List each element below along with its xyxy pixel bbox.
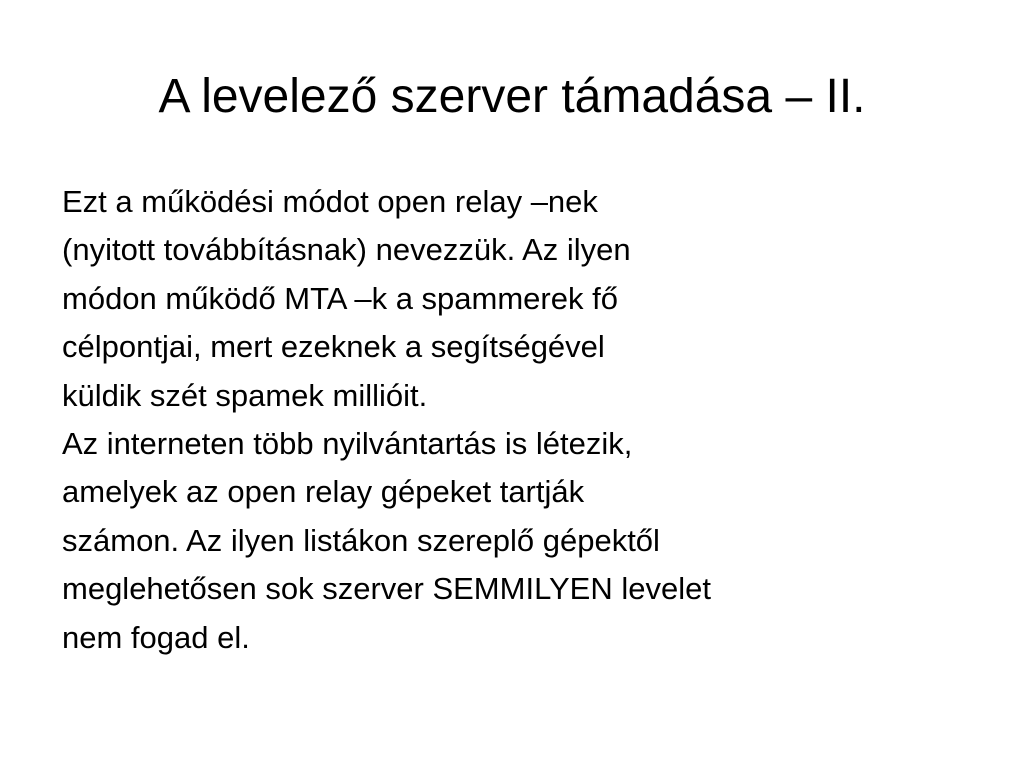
body-line: Ezt a működési módot open relay –nek (62, 184, 598, 219)
slide-body (62, 178, 962, 662)
body-line: meglehetősen sok szerver SEMMILYEN levelet (62, 571, 711, 607)
body-line: nem fogad el. (62, 619, 250, 655)
body-line: módon működő MTA –k a spammerek fő (62, 280, 618, 316)
body-line: Az interneten több nyilvántartás is létezik, (62, 426, 633, 462)
body-line: célpontjai, mert ezeknek a segítségével (62, 329, 605, 365)
body-line: számon. Az ilyen listákon szereplő gépektől (62, 522, 660, 558)
body-line: (nyitott továbbításnak) nevezzük. Az ilyen (62, 232, 631, 268)
body-line: amelyek az open relay gépeket tartják (62, 474, 585, 510)
body-line: küldik szét spamek millióit. (62, 377, 428, 413)
slide-title: A levelező szerver támadása – II. (158, 70, 866, 123)
